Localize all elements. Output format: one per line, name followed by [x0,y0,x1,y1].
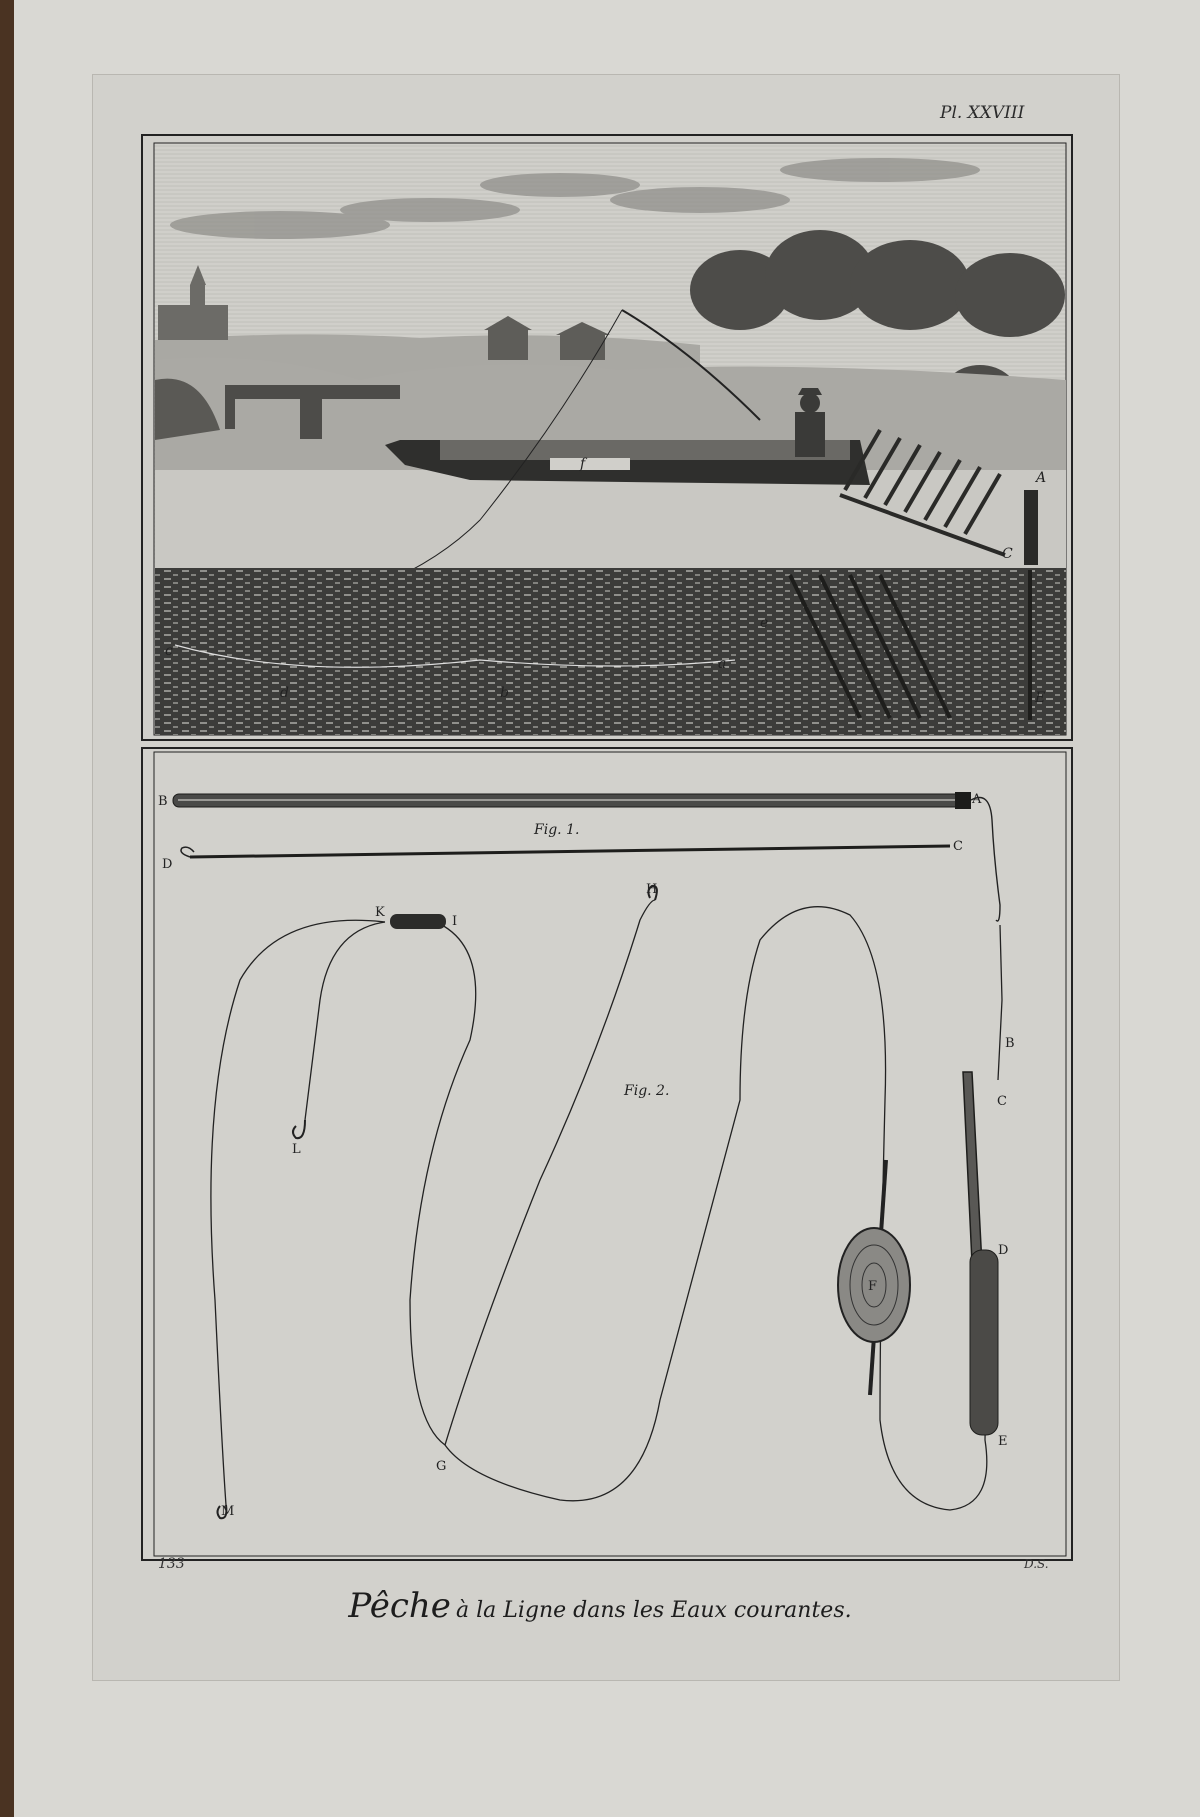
label-f: f [580,456,586,472]
stake [1024,490,1038,565]
fig1-label-A: A [972,792,982,807]
fig1-line-loop [971,798,1000,922]
fig2-label-E: E [998,1434,1008,1449]
fig2-caption: Fig. 2. [624,1083,670,1099]
fig1-top-piece [181,846,950,857]
title-main: Pêche [348,1586,451,1626]
fig2-sinker [390,914,446,929]
fig2-label-M: M [221,1504,235,1519]
title-rest: à la Ligne dans les Eaux courantes. [456,1598,852,1623]
hook-L [293,1120,305,1138]
label-d: d [280,685,289,701]
fig2-label-L: L [292,1142,301,1157]
fig1-label-B: B [158,794,168,809]
label-E: E [1035,690,1046,706]
fig2-label-G: G [436,1459,447,1474]
upper-scene [142,135,1072,740]
fig2-label-H: H [646,882,658,897]
fig2-float-F [838,1160,910,1395]
fig2-quill-float [963,1072,998,1435]
fig1-rod [173,792,971,809]
fig2-label-D: D [998,1243,1009,1258]
plate-title [0,1586,1200,1626]
label-b: b [500,685,509,701]
fig2-label-B: B [1005,1036,1015,1051]
underwater [155,568,1066,735]
fig1-label-C: C [953,839,963,854]
label-C: C [1002,546,1013,562]
fig2-label-C: C [997,1094,1007,1109]
fig2-label-K: K [375,905,385,920]
label-a: a [718,656,727,672]
lower-figures [142,748,1072,1560]
label-e: e [760,615,769,631]
river-surface [155,470,1066,570]
engraver-signature: D.S. [1024,1557,1049,1571]
page-number: 133 [158,1556,185,1572]
fig2-label-I: I [452,914,458,929]
fig1-caption: Fig. 1. [534,822,580,838]
label-c: c [165,643,173,659]
plate-number: Pl. XXVIII [940,103,1025,123]
fig1-label-D: D [162,857,173,872]
fig2-label-F: F [868,1279,878,1294]
label-A: A [1036,470,1047,486]
